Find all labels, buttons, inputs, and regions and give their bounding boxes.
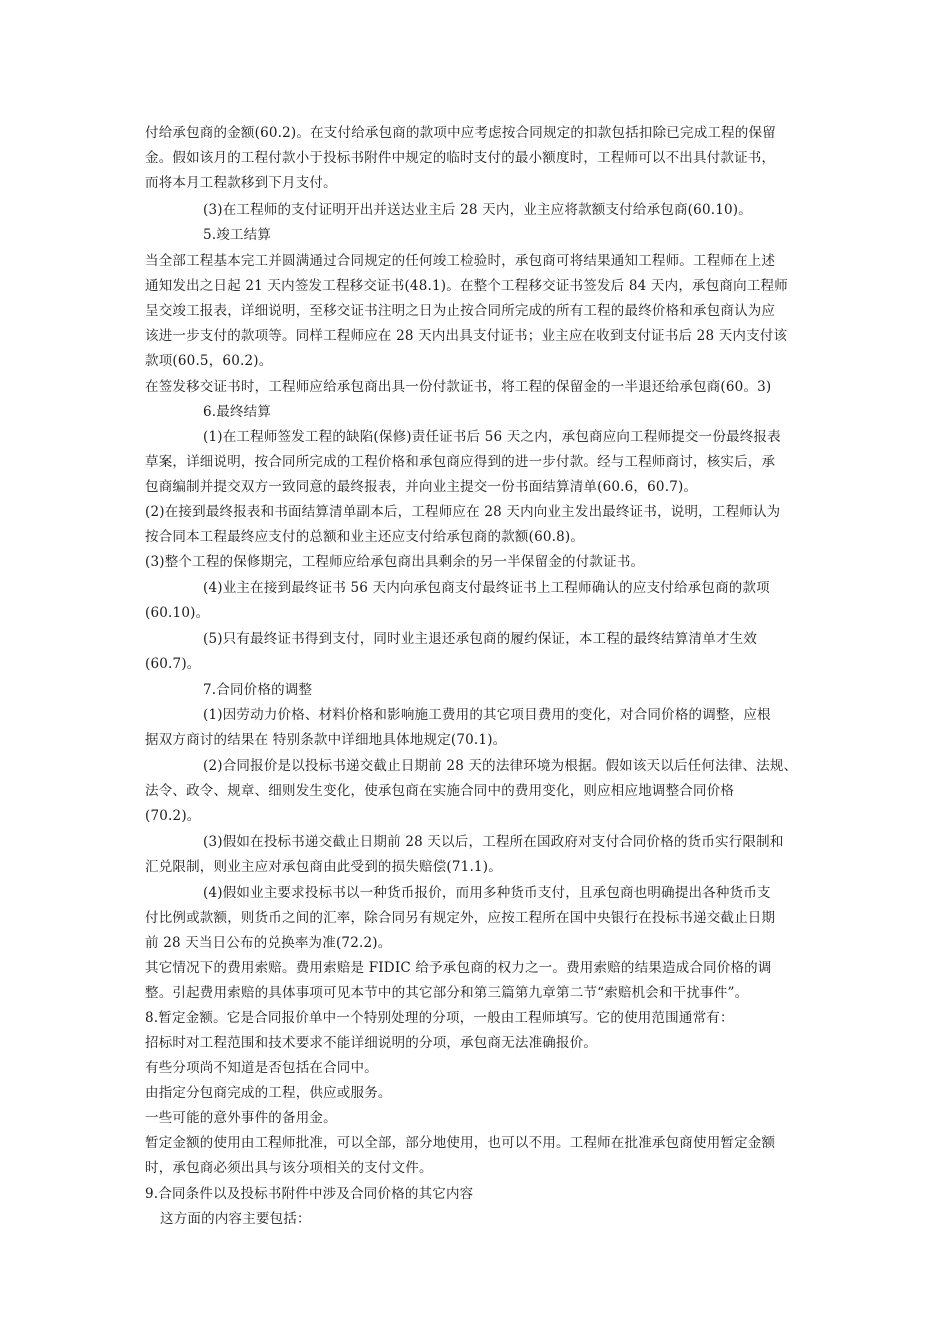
text-line: 一些可能的意外事件的备用金。 xyxy=(145,1110,337,1126)
text-line: (2)合同报价是以投标书递交截止日期前 28 天的法律环境为根据。假如该天以后任何法律、法规、 xyxy=(203,758,798,774)
text-line: (4)假如业主要求投标书以一种货币报价，而用多种货币支付，且承包商也明确提出各种货币支 xyxy=(203,885,771,901)
text-line: 暂定金额的使用由工程师批准，可以全部，部分地使用，也可以不用。工程师在批准承包商使用暂定金额 xyxy=(145,1135,776,1151)
text-line: (60.7)。 xyxy=(145,656,201,672)
text-line: (3)整个工程的保修期完，工程师应给承包商出具剩余的另一半保留金的付款证书。 xyxy=(145,554,645,570)
section-heading: 7.合同价格的调整 xyxy=(203,682,313,698)
text-line: 按合同本工程最终应支付的总额和业主还应支付给承包商的款额(60.8)。 xyxy=(145,529,585,545)
text-line: (5)只有最终证书得到支付，同时业主退还承包商的履约保证，本工程的最终结算清单才生效 xyxy=(203,631,758,647)
text-line: 其它情况下的费用索赔。费用索赔是 FIDIC 给予承包商的权力之一。费用索赔的结果造成合同价格的调 xyxy=(145,960,772,976)
text-line: 款项(60.5，60.2)。 xyxy=(145,353,273,369)
text-line: (70.2)。 xyxy=(145,808,201,824)
text-line: 据双方商讨的结果在 特别条款中详细地具体地规定(70.1)。 xyxy=(145,732,507,748)
text-line: 付给承包商的金额(60.2)。在支付给承包商的款项中应考虑按合同规定的扣款包括扣除已完成工程的保留 xyxy=(145,125,776,141)
text-line: (1)在工程师签发工程的缺陷(保修)责任证书后 56 天之内，承包商应向工程师提交一份最终报表 xyxy=(203,429,781,445)
text-line: 当全部工程基本完工并圆满通过合同规定的任何竣工检验时，承包商可将结果通知工程师。工程师在上述 xyxy=(145,253,776,269)
text-line: 8.暂定金额。它是合同报价单中一个特别处理的分项，一般由工程师填写。它的使用范围通常有： xyxy=(145,1010,734,1026)
text-line: 在签发移交证书时，工程师应给承包商出具一份付款证书，将工程的保留金的一半退还给承包商(60。3) xyxy=(145,379,772,395)
text-line: 时，承包商必须出具与该分项相关的支付文件。 xyxy=(145,1160,433,1176)
text-line: 前 28 天当日公布的兑换率为准(72.2)。 xyxy=(145,935,392,951)
text-line: 该进一步支付的款项等。同样工程师应在 28 天内出具支付证书；业主应在收到支付证书后 28 天内支付该 xyxy=(145,328,788,344)
text-line: 包商编制并提交双方一致同意的最终报表，并向业主提交一份书面结算清单(60.6，60.7)。 xyxy=(145,479,698,495)
text-line: (3)在工程师的支付证明开出并送达业主后 28 天内，业主应将款额支付给承包商(60.10)。 xyxy=(203,202,752,218)
text-line: 付比例或款额，则货币之间的汇率，除合同另有规定外，应按工程所在国中央银行在投标书递交截止日期 xyxy=(145,910,776,926)
text-line: 汇兑限制，则业主应对承包商由此受到的损失赔偿(71.1)。 xyxy=(145,859,502,875)
text-line: (3)假如在投标书递交截止日期前 28 天以后，工程所在国政府对支付合同价格的货币实行限制和 xyxy=(203,834,784,850)
text-line: 金。假如该月的工程付款小于投标书附件中规定的临时支付的最小额度时，工程师可以不出具付款证书， xyxy=(145,150,776,166)
text-line: 通知发出之日起 21 天内签发工程移交证书(48.1)。在整个工程移交证书签发后 84 天内，承包商向工程师 xyxy=(145,278,788,294)
text-line: (2)在接到最终报表和书面结算清单副本后，工程师应在 28 天内向业主发出最终证书，说明，工程师认为 xyxy=(145,504,781,520)
text-line: 法令、政令、规章、细则发生变化，使承包商在实施合同中的费用变化，则应相应地调整合同价格 xyxy=(145,783,735,799)
text-line: (1)因劳动力价格、材料价格和影响施工费用的其它项目费用的变化，对合同价格的调整，应根 xyxy=(203,707,771,723)
text-line: 呈交竣工报表，详细说明，至移交证书注明之日为止按合同所完成的所有工程的最终价格和承包商认为应 xyxy=(145,303,776,319)
section-heading: 5.竣工结算 xyxy=(203,227,272,243)
text-line: 由指定分包商完成的工程，供应或服务。 xyxy=(145,1085,392,1101)
text-line: 整。引起费用索赔的具体事项可见本节中的其它部分和第三篇第九章第二节“索赔机会和干扰事件”。 xyxy=(145,985,749,1001)
text-line: 这方面的内容主要包括： xyxy=(160,1211,311,1227)
text-line: (4)业主在接到最终证书 56 天内向承包商支付最终证书上工程师确认的应支付给承包商的款项 xyxy=(203,580,770,596)
text-line: (60.10)。 xyxy=(145,605,210,621)
section-heading: 9.合同条件以及投标书附件中涉及合同价格的其它内容 xyxy=(145,1186,474,1202)
section-heading: 6.最终结算 xyxy=(203,404,272,420)
text-line: 草案，详细说明，按合同所完成的工程价格和承包商应得到的进一步付款。经与工程师商讨，核实后，承 xyxy=(145,454,776,470)
text-line: 而将本月工程款移到下月支付。 xyxy=(145,175,337,191)
text-line: 招标时对工程范围和技术要求不能详细说明的分项，承包商无法准确报价。 xyxy=(145,1035,598,1051)
text-line: 有些分项尚不知道是否包括在合同中。 xyxy=(145,1060,378,1076)
